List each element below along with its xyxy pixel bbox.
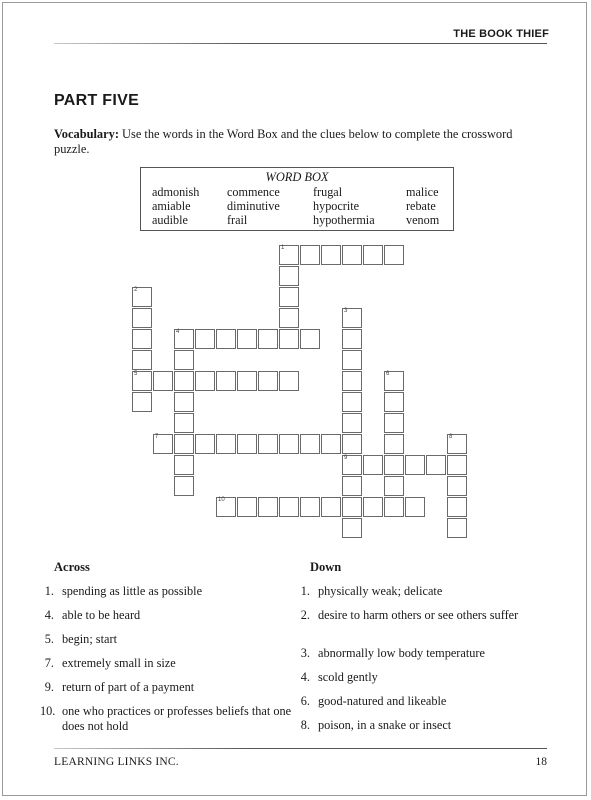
crossword-cell[interactable]: [279, 266, 299, 286]
crossword-cell[interactable]: [384, 476, 404, 496]
crossword-cell[interactable]: [174, 476, 194, 496]
clue-text: one who practices or professes beliefs that one does not hold: [62, 704, 292, 733]
clue-number: 5.: [44, 632, 54, 646]
clue-number-label: 5: [134, 371, 138, 377]
crossword-cell[interactable]: [447, 434, 467, 454]
publisher-name: LEARNING LINKS INC.: [54, 756, 179, 768]
clue-text: spending as little as possible: [62, 584, 203, 598]
crossword-cell[interactable]: [132, 329, 152, 349]
crossword-cell[interactable]: [258, 434, 278, 454]
clue-number: 4.: [300, 670, 310, 684]
crossword-cell[interactable]: [174, 413, 194, 433]
crossword-cell[interactable]: [279, 308, 299, 328]
clue-number-label: 7: [155, 434, 159, 440]
crossword-cell[interactable]: [342, 371, 362, 391]
crossword-cell[interactable]: [405, 497, 425, 517]
crossword-cell[interactable]: [216, 434, 236, 454]
word-box-word: malice: [406, 185, 439, 199]
instructions: [54, 127, 524, 157]
word-box-word: diminutive: [227, 199, 280, 213]
crossword-cell[interactable]: [258, 497, 278, 517]
crossword-cell[interactable]: [321, 434, 341, 454]
clue-number-label: 8: [449, 434, 453, 440]
footer-rule: [54, 748, 547, 749]
crossword-cell[interactable]: [300, 434, 320, 454]
clue-number: 9.: [44, 680, 54, 694]
crossword-cell[interactable]: [405, 455, 425, 475]
clue-text: begin; start: [62, 632, 117, 646]
crossword-cell[interactable]: [174, 350, 194, 370]
clue-text: extremely small in size: [62, 656, 176, 670]
crossword-cell[interactable]: [132, 392, 152, 412]
clue-number-label: 6: [386, 371, 390, 377]
word-box-word: hypocrite: [313, 199, 360, 213]
crossword-cell[interactable]: [384, 371, 404, 391]
crossword-cell[interactable]: [426, 455, 446, 475]
clue-number-label: 10: [218, 497, 225, 503]
word-box-word: frail: [227, 213, 248, 227]
word-box-word: admonish: [152, 185, 200, 199]
crossword-cell[interactable]: [300, 245, 320, 265]
crossword-cell[interactable]: [342, 350, 362, 370]
clue-number: 6.: [300, 694, 310, 708]
crossword-cell[interactable]: [195, 371, 215, 391]
crossword-cell[interactable]: [132, 287, 152, 307]
crossword-cell[interactable]: [279, 245, 299, 265]
instructions-text: Use the words in the Word Box and the clues below to complete the crossword puzzle.: [54, 127, 513, 156]
crossword-cell[interactable]: [384, 392, 404, 412]
crossword-cell[interactable]: [447, 476, 467, 496]
crossword-cell[interactable]: [342, 392, 362, 412]
word-box-word: frugal: [313, 185, 343, 199]
word-box-word: rebate: [406, 199, 436, 213]
crossword-cell[interactable]: [384, 455, 404, 475]
crossword-cell[interactable]: [384, 413, 404, 433]
crossword-cell[interactable]: [447, 518, 467, 538]
crossword-cell[interactable]: [342, 329, 362, 349]
crossword-cell[interactable]: [174, 455, 194, 475]
crossword-cell[interactable]: [279, 329, 299, 349]
crossword-cell[interactable]: [237, 371, 257, 391]
clue-number: 1.: [44, 584, 54, 598]
across-heading: Across: [54, 560, 90, 574]
crossword-cell[interactable]: [342, 434, 362, 454]
header-rule: [54, 43, 547, 44]
crossword-cell[interactable]: [342, 518, 362, 538]
clue-number: 10.: [40, 704, 56, 718]
clue-text: physically weak; delicate: [318, 584, 443, 598]
clue-number: 2.: [300, 608, 310, 622]
word-box: [140, 167, 454, 231]
crossword-cell[interactable]: [342, 476, 362, 496]
crossword-cell[interactable]: [216, 329, 236, 349]
clue-number-label: 3: [344, 308, 348, 314]
crossword-cell[interactable]: [174, 392, 194, 412]
clue-text: scold gently: [318, 670, 378, 684]
crossword-cell[interactable]: [279, 287, 299, 307]
running-head: THE BOOK THIEF: [453, 28, 549, 40]
clue-number: 4.: [44, 608, 54, 622]
clue-number: 3.: [300, 646, 310, 660]
crossword-cell[interactable]: [363, 245, 383, 265]
crossword-cell[interactable]: [300, 329, 320, 349]
crossword-cell[interactable]: [321, 245, 341, 265]
crossword-cell[interactable]: [132, 371, 152, 391]
crossword-cell[interactable]: [237, 329, 257, 349]
part-title: PART FIVE: [54, 92, 140, 109]
clue-number-label: 9: [344, 455, 348, 461]
crossword-cell[interactable]: [342, 245, 362, 265]
clue-text: abnormally low body temperature: [318, 646, 485, 660]
crossword-cell[interactable]: [258, 371, 278, 391]
word-box-word: amiable: [152, 199, 191, 213]
instructions-label: Vocabulary:: [54, 127, 119, 141]
crossword-cell[interactable]: [279, 434, 299, 454]
crossword-cell[interactable]: [342, 413, 362, 433]
crossword-cell[interactable]: [216, 497, 236, 517]
crossword-cell[interactable]: [279, 371, 299, 391]
crossword-cell[interactable]: [342, 455, 362, 475]
crossword-cell[interactable]: [153, 371, 173, 391]
clue-text: able to be heard: [62, 608, 141, 622]
crossword-cell[interactable]: [321, 497, 341, 517]
clue-number-label: 1: [281, 245, 285, 251]
crossword-cell[interactable]: [363, 455, 383, 475]
clue-number: 1.: [300, 584, 310, 598]
crossword-cell[interactable]: [279, 497, 299, 517]
page-number: 18: [535, 756, 547, 768]
crossword-cell[interactable]: [300, 497, 320, 517]
crossword-cell[interactable]: [447, 455, 467, 475]
word-box-word: commence: [227, 185, 280, 199]
crossword-cell[interactable]: [195, 434, 215, 454]
crossword-cell[interactable]: [237, 497, 257, 517]
crossword-cell[interactable]: [216, 371, 236, 391]
crossword-cell[interactable]: [174, 329, 194, 349]
word-box-word: audible: [152, 213, 188, 227]
clue-text: return of part of a payment: [62, 680, 195, 694]
word-box-word: hypothermia: [313, 213, 375, 227]
crossword-cell[interactable]: [384, 434, 404, 454]
word-box-word: venom: [406, 213, 440, 227]
crossword-cell[interactable]: [342, 308, 362, 328]
crossword-cell[interactable]: [132, 308, 152, 328]
clue-text: good-natured and likeable: [318, 694, 447, 708]
clue-number-label: 4: [176, 329, 180, 335]
crossword-cell[interactable]: [384, 497, 404, 517]
crossword-cell[interactable]: [384, 245, 404, 265]
crossword-cell[interactable]: [447, 497, 467, 517]
crossword-cell[interactable]: [195, 329, 215, 349]
clue-number: 7.: [44, 656, 54, 670]
crossword-cell[interactable]: [132, 350, 152, 370]
crossword-cell[interactable]: [363, 497, 383, 517]
down-heading: Down: [310, 560, 342, 574]
crossword-cell[interactable]: [258, 329, 278, 349]
crossword-cell[interactable]: [342, 497, 362, 517]
word-box-title: WORD BOX: [265, 170, 329, 184]
clue-text: poison, in a snake or insect: [318, 718, 452, 732]
clue-number: 8.: [300, 718, 310, 732]
clue-number-label: 2: [134, 287, 138, 293]
crossword-cell[interactable]: [237, 434, 257, 454]
crossword-cell[interactable]: [174, 434, 194, 454]
crossword-cell[interactable]: [153, 434, 173, 454]
crossword-cell[interactable]: [174, 371, 194, 391]
clue-text: desire to harm others or see others suffer: [318, 608, 519, 622]
